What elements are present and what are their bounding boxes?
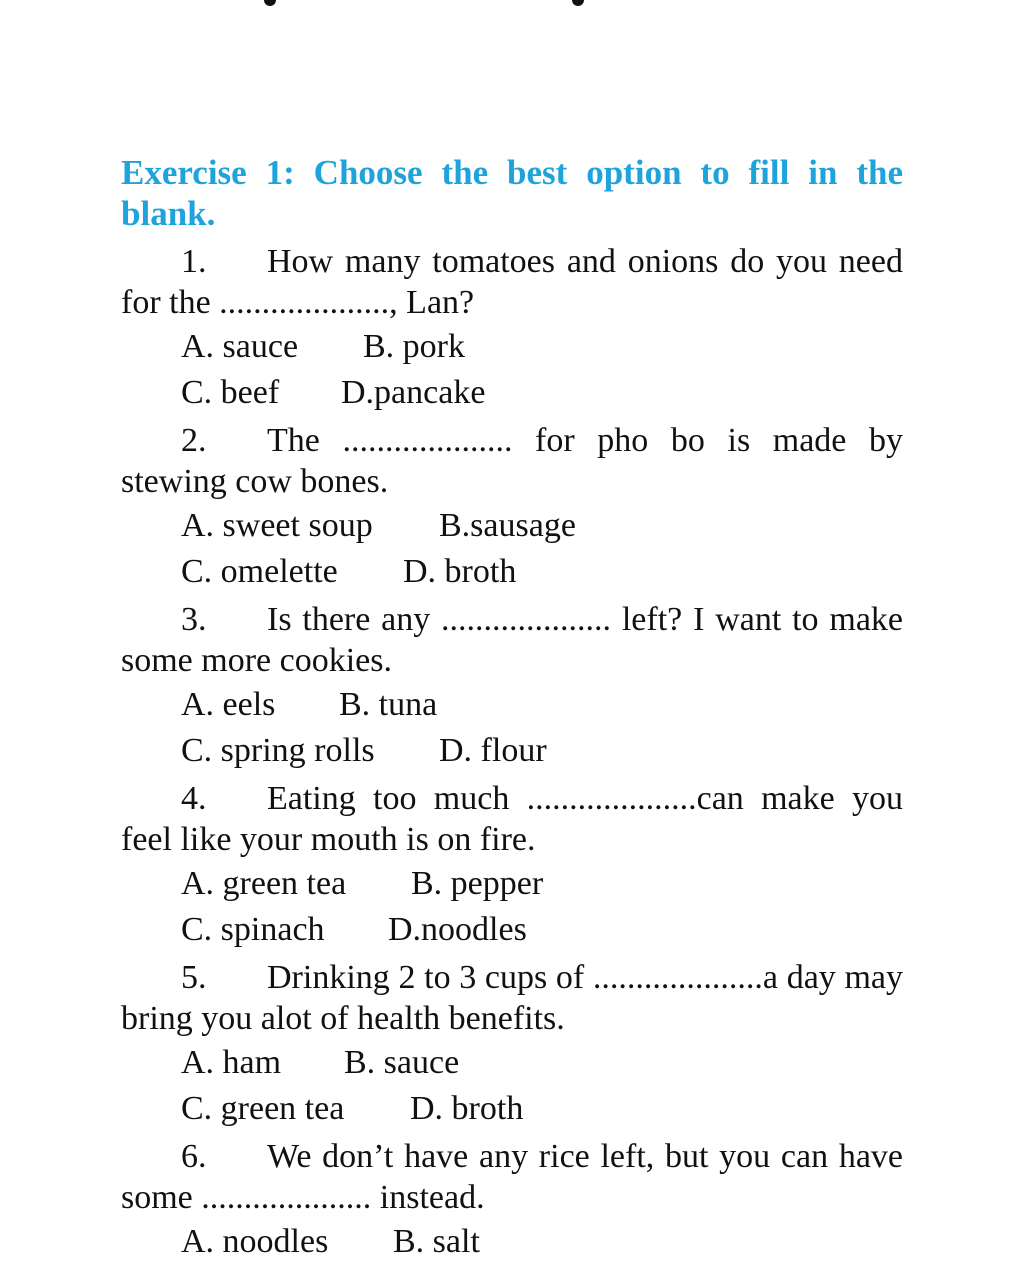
option-b[interactable]: B. tuna xyxy=(339,686,438,723)
option-row xyxy=(181,1086,903,1132)
question-3-options xyxy=(121,682,903,774)
option-b[interactable]: B. pork xyxy=(363,328,465,365)
question-4-options xyxy=(121,861,903,953)
question-text: We don’t have any rice left, but you can have some .................... instead. xyxy=(121,1138,903,1216)
option-c[interactable]: C. green tea xyxy=(181,1090,345,1127)
option-row xyxy=(181,682,903,728)
option-b[interactable]: B. sauce xyxy=(344,1044,460,1081)
worksheet-page xyxy=(121,152,903,1269)
option-row xyxy=(181,728,903,774)
question-6 xyxy=(121,1136,903,1218)
option-d[interactable]: D.noodles xyxy=(388,911,527,948)
option-c[interactable]: C. spinach xyxy=(181,911,325,948)
binding-hole-right xyxy=(572,0,584,6)
option-c[interactable]: C. spring rolls xyxy=(181,732,375,769)
question-number: 4. xyxy=(181,780,207,817)
question-2-options xyxy=(121,503,903,595)
option-d[interactable]: D. broth xyxy=(403,553,517,590)
question-number: 5. xyxy=(181,959,207,996)
question-number: 1. xyxy=(181,243,207,280)
option-b[interactable]: B. pepper xyxy=(411,865,544,902)
question-text: Drinking 2 to 3 cups of ....................a day may bring you alot of health benefits. xyxy=(121,959,903,1037)
option-c[interactable]: C. omelette xyxy=(181,553,338,590)
option-row xyxy=(181,370,903,416)
question-6-options xyxy=(121,1219,903,1265)
question-1 xyxy=(121,241,903,323)
option-row xyxy=(181,549,903,595)
option-b[interactable]: B. salt xyxy=(393,1223,480,1260)
option-d[interactable]: D. broth xyxy=(410,1090,524,1127)
question-5-options xyxy=(121,1040,903,1132)
question-5 xyxy=(121,957,903,1039)
option-row xyxy=(181,861,903,907)
question-text: How many tomatoes and onions do you need for the ...................., Lan? xyxy=(121,243,903,321)
option-a[interactable]: A. sweet soup xyxy=(181,507,373,544)
question-4 xyxy=(121,778,903,860)
option-row xyxy=(181,1040,903,1086)
option-b[interactable]: B.sausage xyxy=(439,507,576,544)
binding-hole-left xyxy=(264,0,276,6)
option-a[interactable]: A. ham xyxy=(181,1044,282,1081)
question-text: The .................... for pho bo is made by stewing cow bones. xyxy=(121,422,903,500)
question-3 xyxy=(121,599,903,681)
option-d[interactable]: D.pancake xyxy=(341,374,486,411)
option-a[interactable]: A. eels xyxy=(181,686,276,723)
option-a[interactable]: A. green tea xyxy=(181,865,347,902)
question-2 xyxy=(121,420,903,502)
question-number: 2. xyxy=(181,422,207,459)
question-1-options xyxy=(121,324,903,416)
question-text: Is there any .................... left? I want to make some more cookies. xyxy=(121,601,903,679)
question-number: 6. xyxy=(181,1138,207,1175)
exercise-title: Exercise 1: Choose the best option to fill in the blank. xyxy=(121,153,903,233)
option-a[interactable]: A. sauce xyxy=(181,328,299,365)
option-row xyxy=(181,907,903,953)
question-number: 3. xyxy=(181,601,207,638)
option-row xyxy=(181,324,903,370)
question-text: Eating too much ....................can make you feel like your mouth is on fire. xyxy=(121,780,903,858)
option-d[interactable]: D. flour xyxy=(439,732,547,769)
option-a[interactable]: A. noodles xyxy=(181,1223,329,1260)
option-row xyxy=(181,1219,903,1265)
option-c[interactable]: C. beef xyxy=(181,374,280,411)
option-row xyxy=(181,503,903,549)
